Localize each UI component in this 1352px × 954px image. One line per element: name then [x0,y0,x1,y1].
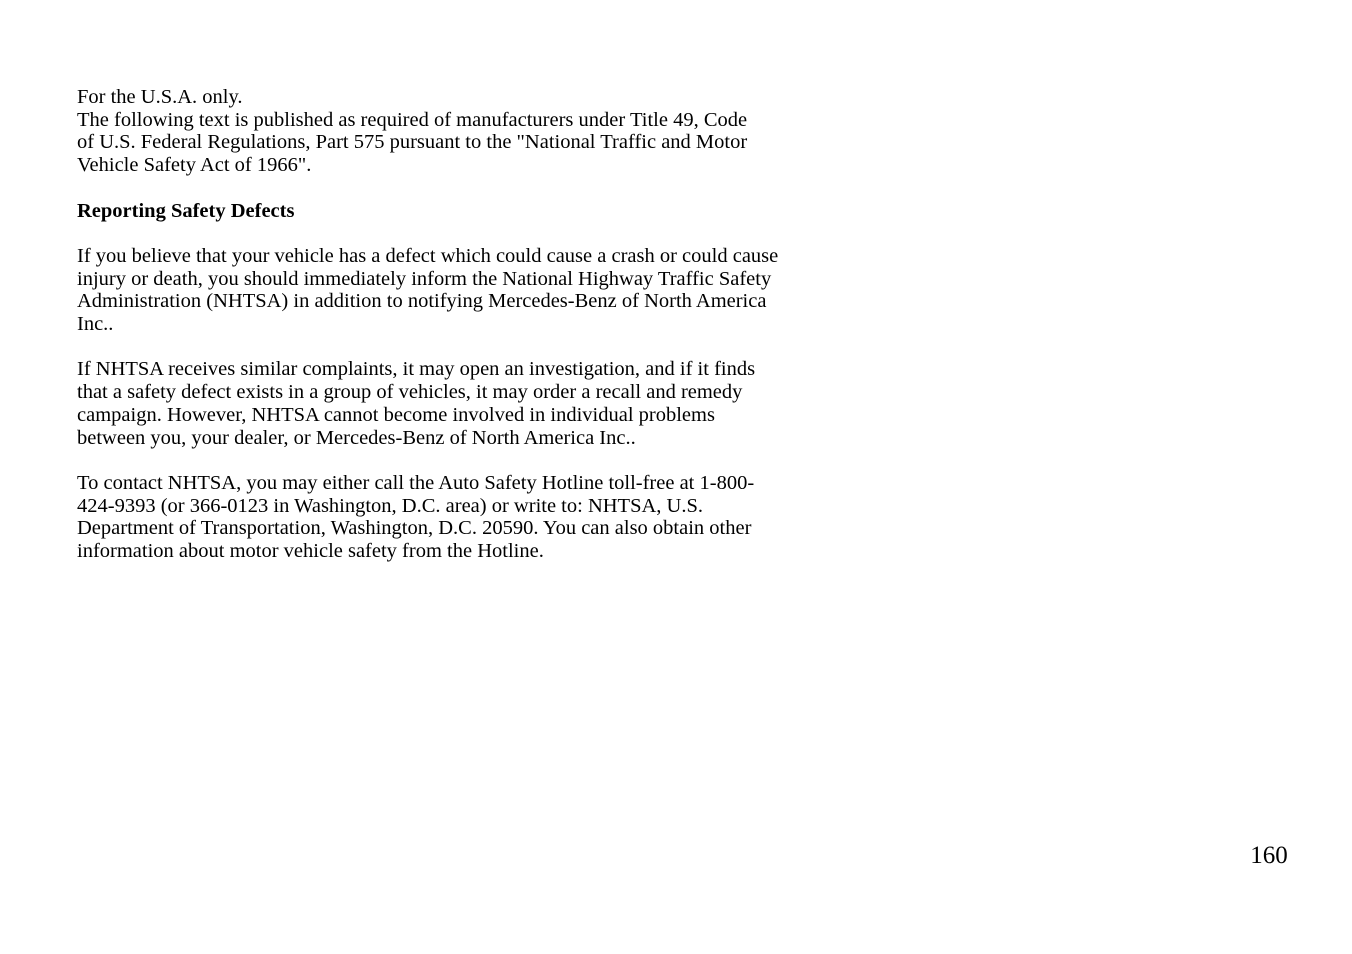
paragraph-line: Administration (NHTSA) in addition to notifying Mercedes-Benz of North America [77,290,767,313]
paragraph-line: information about motor vehicle safety from the Hotline. [77,540,544,562]
paragraph-line: Department of Transportation, Washington, D.C. 20590. You can also obtain other [77,517,752,540]
paragraph-line: injury or death, you should immediately inform the National Highway Traffic Safety [77,267,772,290]
paragraph-spacer [77,177,867,200]
intro-line: For the U.S.A. only. [77,86,243,108]
intro-line: Vehicle Safety Act of 1966". [77,154,312,177]
paragraph-line: 424-9393 (or 366-0123 in Washington, D.C. area) or write to: NHTSA, U.S. [77,494,703,517]
intro-line: of U.S. Federal Regulations, Part 575 pursuant to the "National Traffic and Motor [77,131,748,154]
paragraph-line: that a safety defect exists in a group of vehicles, it may order a recall and remedy [77,381,743,404]
paragraph-line: If you believe that your vehicle has a defect which could cause a crash or could cause [77,244,779,267]
paragraph-spacer [77,222,867,245]
intro-line: The following text is published as required of manufacturers under Title 49, Code [77,108,748,131]
paragraph-spacer [77,336,867,359]
paragraph-contact [77,472,867,563]
paragraph-spacer [77,449,867,472]
paragraph-line: Inc.. [77,313,114,335]
page-number: 160 [1250,842,1288,869]
section-heading [77,200,867,223]
paragraph-line: If NHTSA receives similar complaints, it may open an investigation, and if it finds [77,358,756,381]
paragraph-line: To contact NHTSA, you may either call the Auto Safety Hotline toll-free at 1-800- [77,471,755,494]
paragraph-defect-report [77,245,867,336]
body-text [77,86,867,563]
paragraph-line: between you, your dealer, or Mercedes-Benz of North America Inc.. [77,426,636,449]
intro-paragraph [77,86,867,177]
paragraph-line: campaign. However, NHTSA cannot become involved in individual problems [77,403,715,426]
section-heading-text: Reporting Safety Defects [77,199,295,222]
paragraph-investigation [77,358,867,449]
